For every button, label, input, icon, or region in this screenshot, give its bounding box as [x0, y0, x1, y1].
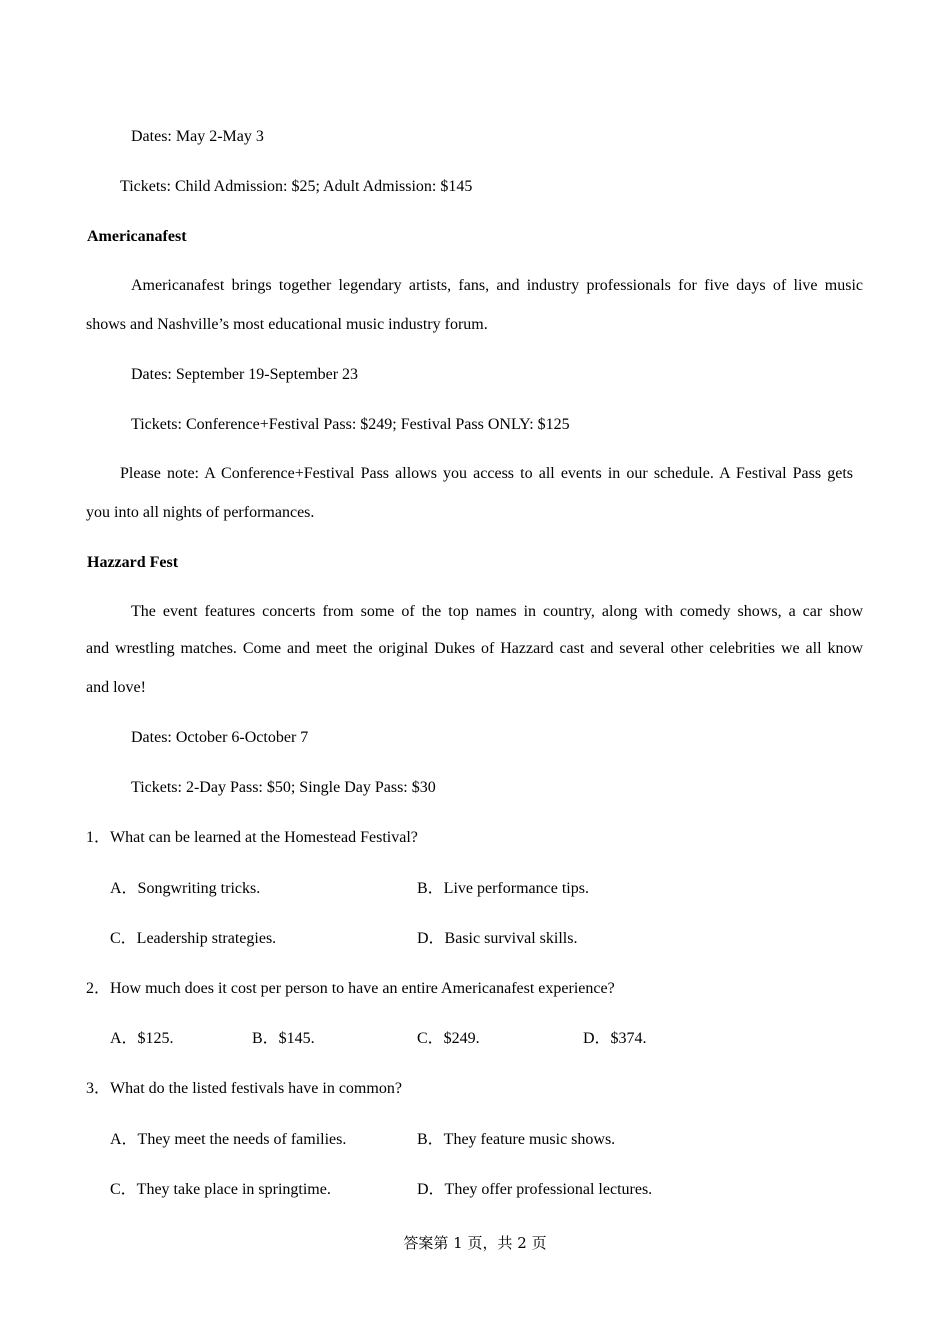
americanafest-desc-line1: Americanafest brings together legendary artists, fans, and industry professionals for five days of live music	[131, 277, 863, 294]
hazzard-desc-line2: and wrestling matches. Come and meet the original Dukes of Hazzard cast and several other celebrities we all know	[86, 640, 863, 657]
americanafest-dates: Dates: September 19-September 23	[131, 366, 359, 383]
question-3-option-c[interactable]: C．They take place in springtime.	[110, 1181, 331, 1198]
hazzard-desc-line1: The event features concerts from some of the top names in country, along with comedy shows, a car show	[131, 603, 863, 620]
question-3-option-d[interactable]: D．They offer professional lectures.	[417, 1181, 653, 1198]
question-1-option-d[interactable]: D．Basic survival skills.	[417, 930, 578, 947]
question-3-option-b[interactable]: B．They feature music shows.	[417, 1131, 616, 1148]
homestead-dates: Dates: May 2-May 3	[131, 128, 264, 145]
hazzard-heading: Hazzard Fest	[87, 554, 179, 571]
question-2-option-c[interactable]: C．$249.	[417, 1030, 480, 1047]
homestead-tickets: Tickets: Child Admission: $25; Adult Admission: $145	[120, 178, 473, 195]
americanafest-note-line2: you into all nights of performances.	[86, 504, 315, 521]
question-1-option-c[interactable]: C．Leadership strategies.	[110, 930, 277, 947]
question-1-option-a[interactable]: A．Songwriting tricks.	[110, 880, 261, 897]
hazzard-dates: Dates: October 6-October 7	[131, 729, 309, 746]
page-footer: 答案第 1 页，共 2 页	[403, 1234, 547, 1252]
hazzard-desc-line3: and love!	[86, 679, 146, 696]
question-2-option-b[interactable]: B．$145.	[252, 1030, 315, 1047]
americanafest-heading: Americanafest	[87, 228, 187, 245]
americanafest-tickets: Tickets: Conference+Festival Pass: $249; Festival Pass ONLY: $125	[131, 416, 570, 433]
question-2-stem: 2．How much does it cost per person to have an entire Americanafest experience?	[86, 980, 615, 997]
question-3-stem: 3．What do the listed festivals have in common?	[86, 1080, 402, 1097]
americanafest-desc-line2: shows and Nashville’s most educational music industry forum.	[86, 316, 488, 333]
question-1-stem: 1．What can be learned at the Homestead Festival?	[86, 829, 418, 846]
question-2-option-a[interactable]: A．$125.	[110, 1030, 174, 1047]
question-3-option-a[interactable]: A．They meet the needs of families.	[110, 1131, 347, 1148]
question-1-option-b[interactable]: B．Live performance tips.	[417, 880, 589, 897]
hazzard-tickets: Tickets: 2-Day Pass: $50; Single Day Pass: $30	[131, 779, 436, 796]
question-2-option-d[interactable]: D．$374.	[583, 1030, 647, 1047]
americanafest-note-line1: Please note: A Conference+Festival Pass allows you access to all events in our schedule. A Festival Pass gets	[120, 465, 853, 482]
